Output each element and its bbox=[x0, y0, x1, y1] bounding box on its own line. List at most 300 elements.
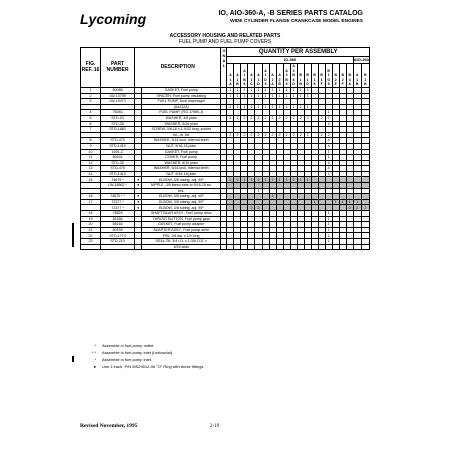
quantity-cell bbox=[361, 244, 369, 250]
quantity-cell: 1 bbox=[227, 104, 234, 110]
quantity-cell: 1 bbox=[269, 177, 276, 183]
description-header: DESCRIPTION bbox=[135, 48, 221, 88]
model-letter: 1 bbox=[257, 77, 260, 82]
description-cell: GASKET, Fuel pump bbox=[142, 87, 221, 93]
quantity-cell: 1 bbox=[283, 177, 290, 183]
model-header bbox=[311, 64, 318, 88]
model-letter: 1 bbox=[299, 77, 302, 82]
quantity-cell bbox=[241, 244, 248, 250]
fig-ref-cell: 23 bbox=[81, 239, 101, 245]
quantity-cell: 1 bbox=[248, 87, 255, 93]
quantity-cell: 2 bbox=[255, 115, 262, 121]
quantity-cell: 1 bbox=[234, 104, 241, 110]
quantity-cell: 1 bbox=[255, 177, 262, 183]
parts-table-body bbox=[81, 87, 370, 249]
part-number-cell: STD-35 bbox=[101, 160, 135, 166]
part-number-cell: 74675 * bbox=[101, 177, 135, 183]
model-letter: 1 bbox=[264, 73, 267, 78]
model-letter: 1 bbox=[327, 73, 330, 78]
quantity-cell: 1 bbox=[255, 93, 262, 99]
quantity-cell: 2 bbox=[283, 115, 290, 121]
description-cell: ELBOW, 3/8 tubing, adj. 45º bbox=[142, 194, 221, 200]
model-header bbox=[361, 64, 369, 88]
quantity-cell: 1 bbox=[290, 93, 297, 99]
model-letter: B bbox=[327, 68, 330, 73]
quantity-cell: 2 bbox=[304, 132, 311, 138]
quantity-cell: 1 bbox=[241, 177, 248, 183]
fig-ref-cell: 3 bbox=[81, 99, 101, 105]
description-cell: hd., dr. hd. bbox=[142, 132, 221, 138]
model-letter: A bbox=[229, 73, 232, 78]
quantity-cell: 1 bbox=[234, 93, 241, 99]
model-letter: F bbox=[341, 82, 344, 87]
model-letter: B bbox=[355, 82, 359, 87]
quantity-cell bbox=[332, 244, 339, 250]
model-letter: 1 bbox=[320, 77, 323, 82]
description-cell: GASKET, Fuel pump bbox=[142, 149, 221, 155]
revision-bar bbox=[72, 223, 74, 247]
fitting-bullet-cell: ● bbox=[135, 177, 142, 183]
model-letter: B bbox=[299, 73, 302, 78]
model-letter: B bbox=[236, 82, 239, 87]
quantity-cell: 1 bbox=[227, 177, 234, 183]
fig-ref-cell: 10 bbox=[81, 149, 101, 155]
model-letter: B bbox=[341, 73, 344, 78]
model-letter: 6 bbox=[264, 82, 267, 87]
model-letter: 1 bbox=[306, 77, 309, 82]
model-letter: 6 bbox=[292, 77, 295, 82]
model-header bbox=[283, 64, 290, 88]
quantity-cell: 1 bbox=[290, 87, 297, 93]
quantity-cell: 2 bbox=[318, 115, 325, 121]
model-header bbox=[332, 64, 339, 88]
model-letter: 6 bbox=[243, 82, 246, 87]
model-header bbox=[255, 64, 262, 88]
footnote bbox=[80, 342, 204, 349]
footnote-mark: * bbox=[94, 357, 96, 362]
quantity-cell: 1 bbox=[304, 177, 311, 183]
description-cell: WASHER, 3/8 plain bbox=[142, 115, 221, 121]
quantity-cell bbox=[325, 244, 332, 250]
part-number-cell: 60159 bbox=[101, 227, 135, 233]
quantity-cell: 1 bbox=[346, 199, 353, 205]
quantity-cell: 1 bbox=[297, 93, 304, 99]
quantity-cell: 2 bbox=[262, 132, 269, 138]
footnote bbox=[80, 356, 204, 363]
catalog-subtitle: WIDE CYLINDER FLANGE CRANKCASE MODEL ENGINES bbox=[230, 19, 363, 24]
quantity-cell: 2 bbox=[248, 115, 255, 121]
fig-ref-cell: 6 bbox=[81, 121, 101, 127]
quantity-cell: 2 bbox=[290, 115, 297, 121]
quantity-cell: 2 bbox=[248, 132, 255, 138]
quantity-cell: 4 bbox=[325, 138, 332, 144]
model-letter: 6 bbox=[327, 82, 330, 87]
description-cell: (64412A) bbox=[142, 104, 221, 110]
quantity-cell: 2 bbox=[353, 205, 361, 211]
quantity-cell: 2 bbox=[297, 132, 304, 138]
quantity-cell: 2 bbox=[283, 132, 290, 138]
fig-ref-cell: 8 bbox=[81, 138, 101, 144]
quantity-cell: 1 bbox=[262, 104, 269, 110]
fig-ref-cell: 2 bbox=[81, 93, 101, 99]
description-cell: WASHER, 5/16 plain bbox=[142, 160, 221, 166]
quantity-cell: 1 bbox=[276, 104, 283, 110]
model-header bbox=[304, 64, 311, 88]
description-cell: 5/16 wide bbox=[142, 244, 221, 250]
part-number-cell: STD-475 bbox=[101, 166, 135, 172]
description-cell: WASHER, 5/16 plain bbox=[142, 121, 221, 127]
quantity-cell bbox=[353, 244, 361, 250]
model-letter: A bbox=[271, 73, 274, 78]
page-number: 2-19 bbox=[210, 424, 220, 429]
io360-group-header: IO-360 bbox=[227, 57, 353, 64]
description-cell: FUEL PUMP, (RG-17980-J) bbox=[142, 110, 221, 116]
fig-ref-cell: 19 bbox=[81, 216, 101, 222]
part-number-cell: STD-210 bbox=[101, 239, 135, 245]
model-letter: A bbox=[257, 73, 260, 78]
quantity-cell: 1 bbox=[290, 104, 297, 110]
quantity-cell: 1 bbox=[297, 104, 304, 110]
model-letter: A bbox=[278, 73, 281, 78]
quantity-cell: 1 bbox=[269, 87, 276, 93]
brand-logo: Lycoming bbox=[80, 11, 147, 27]
quantity-cell: 2 bbox=[262, 115, 269, 121]
model-header bbox=[353, 64, 361, 88]
quantity-cell: 1 bbox=[304, 104, 311, 110]
quantity-cell: 1 bbox=[276, 177, 283, 183]
quantity-cell: 1 bbox=[255, 104, 262, 110]
section-title: ACCESSORY HOUSING AND RELATED PARTS bbox=[169, 33, 281, 39]
description-cell: NIPPLE, 3/8 flared tube to 9/16-18 str. bbox=[142, 183, 221, 189]
model-letter: A bbox=[250, 73, 253, 78]
model-header bbox=[325, 64, 332, 88]
footnote-text: Use 1 each, P/N MS29512-06 "O" Ring with these fittings. bbox=[102, 364, 205, 369]
model-letter: 1 bbox=[356, 77, 359, 82]
fig-ref-cell bbox=[81, 244, 101, 250]
quantity-cell: 2 bbox=[276, 132, 283, 138]
fig-ref-cell: 21 bbox=[81, 227, 101, 233]
quantity-cell: 1 bbox=[353, 199, 361, 205]
model-letter: B bbox=[320, 73, 323, 78]
quantity-cell: 1 bbox=[325, 222, 332, 228]
quantity-cell: 1 bbox=[339, 199, 346, 205]
quantity-cell: 1 bbox=[290, 177, 297, 183]
quantity-cell: 2 bbox=[276, 115, 283, 121]
quantity-cell: 2 bbox=[318, 132, 325, 138]
model-letter: B bbox=[313, 73, 316, 78]
quantity-cell: 2 bbox=[234, 132, 241, 138]
quantity-cell bbox=[283, 244, 290, 250]
description-cell: GASKET, Fuel pump adapter bbox=[142, 222, 221, 228]
model-letter: A bbox=[243, 68, 246, 73]
fitting-bullet-cell: ● bbox=[135, 183, 142, 189]
model-letter: E bbox=[313, 82, 316, 87]
parts-table bbox=[80, 47, 370, 250]
model-letter: 1 bbox=[236, 77, 239, 82]
quantity-cell: 1 bbox=[255, 87, 262, 93]
quantity-cell: 1 bbox=[255, 188, 262, 194]
model-letter: G bbox=[327, 77, 330, 82]
footnote-text: Assemble in fuel pump outlet. bbox=[102, 343, 155, 348]
model-header bbox=[248, 64, 255, 88]
quantity-cell: 1 bbox=[325, 227, 332, 233]
quantity-cell: 1 bbox=[241, 93, 248, 99]
description-cell: FUEL PUMP, Dual diaphragm bbox=[142, 99, 221, 105]
quantity-cell: 2 bbox=[241, 115, 248, 121]
quantity-cell: 1 bbox=[304, 87, 311, 93]
model-header bbox=[269, 64, 276, 88]
model-letter: 2 bbox=[271, 77, 274, 82]
part-number-cell: STD-1882 bbox=[101, 127, 135, 133]
model-letter: B bbox=[299, 82, 302, 87]
part-number-cell: STD-1774 bbox=[101, 233, 135, 239]
part-number-cell: STD-1410 bbox=[101, 143, 135, 149]
part-number-cell: 65164 bbox=[101, 222, 135, 228]
model-letter: 1 bbox=[243, 73, 246, 78]
description-cell: THRUST BUTTON, Fuel pump gear bbox=[142, 216, 221, 222]
quantity-cell: 2 bbox=[297, 115, 304, 121]
model-letter: 1 bbox=[250, 77, 253, 82]
quantity-cell: 1 bbox=[297, 87, 304, 93]
description-cell: ELBOW, 3/8 tubing, adj. 45º bbox=[142, 177, 221, 183]
model-header bbox=[318, 64, 325, 88]
fig-ref-cell: 4 bbox=[81, 110, 101, 116]
part-number-cell: LW-15473 bbox=[101, 99, 135, 105]
model-letter: D bbox=[306, 82, 309, 87]
quantity-cell: 2 bbox=[227, 115, 234, 121]
footnote-mark: ● bbox=[93, 364, 96, 369]
part-number-cell: 1691-C bbox=[101, 149, 135, 155]
quantity-cell: 1 bbox=[262, 177, 269, 183]
model-header bbox=[346, 64, 353, 88]
fig-ref-header: FIG. REF. 16 bbox=[81, 48, 101, 88]
fig-ref-cell: 18 bbox=[81, 211, 101, 217]
quantity-cell: 1 bbox=[325, 155, 332, 161]
quantity-cell: 1 bbox=[234, 87, 241, 93]
quantity-cell: 1 bbox=[325, 110, 332, 116]
quantity-cell bbox=[262, 244, 269, 250]
fitting-bullet-cell bbox=[135, 244, 142, 250]
footnote-text: Assemble in fuel pump inlet. bbox=[102, 357, 153, 362]
model-header bbox=[276, 64, 283, 88]
onal-letters: O N A L bbox=[222, 48, 226, 68]
fig-ref-cell: 22 bbox=[81, 233, 101, 239]
description-cell: SCREW, 3/8-16 x 1-9/32 long, socket bbox=[142, 127, 221, 133]
model-header bbox=[290, 64, 297, 88]
quantity-cell: 1 bbox=[325, 149, 332, 155]
description-cell: SHAFTGEAR ASSY., Fuel pump drive bbox=[142, 211, 221, 217]
quantity-cell: 4 bbox=[325, 166, 332, 172]
model-letter: A bbox=[236, 73, 239, 78]
quantity-cell: 1 bbox=[311, 199, 318, 205]
quantity-cell: 1 bbox=[283, 93, 290, 99]
footnote-mark: * * bbox=[91, 350, 96, 355]
footnote bbox=[80, 363, 204, 370]
quantity-cell: 1 bbox=[262, 93, 269, 99]
footnote bbox=[80, 349, 204, 356]
quantity-cell: 1 bbox=[332, 199, 339, 205]
model-letter: B bbox=[364, 73, 367, 78]
quantity-cell bbox=[346, 244, 353, 250]
quantity-cell: 4 bbox=[325, 160, 332, 166]
model-header bbox=[241, 64, 248, 88]
model-letter: B bbox=[292, 73, 295, 78]
quantity-cell: 2 bbox=[304, 115, 311, 121]
model-letter: B bbox=[334, 73, 337, 78]
part-number-cell: STD-35 bbox=[101, 121, 135, 127]
fig-ref-cell: 11 bbox=[81, 155, 101, 161]
fig-ref-cell: 7 bbox=[81, 127, 101, 133]
quantity-cell bbox=[297, 244, 304, 250]
qpa-header: QUANTITY PER ASSEMBLY bbox=[227, 48, 370, 57]
quantity-cell bbox=[234, 244, 241, 250]
model-header bbox=[227, 64, 234, 88]
quantity-cell: 1 bbox=[283, 104, 290, 110]
model-letter: B bbox=[306, 73, 309, 78]
model-letter: 2 bbox=[278, 77, 281, 82]
quantity-cell: 1 bbox=[248, 104, 255, 110]
quantity-cell: 4 bbox=[325, 143, 332, 149]
fig-ref-cell: 17 bbox=[81, 199, 101, 205]
fitting-bullet-cell: ● bbox=[135, 194, 142, 200]
model-letter: 2 bbox=[341, 77, 344, 82]
quantity-cell: 1 bbox=[234, 177, 241, 183]
quantity-cell: 1 bbox=[325, 233, 332, 239]
quantity-cell: 1 bbox=[227, 87, 234, 93]
model-header bbox=[339, 64, 346, 88]
model-letter: A bbox=[229, 82, 232, 87]
quantity-cell bbox=[269, 244, 276, 250]
quantity-cell: 2 bbox=[325, 132, 332, 138]
revision-bar bbox=[72, 356, 74, 362]
quantity-cell: 1 bbox=[283, 87, 290, 93]
description-cell: NUT, 5/16-18 plain bbox=[142, 143, 221, 149]
quantity-cell: 1 bbox=[241, 104, 248, 110]
fig-ref-cell: 5 bbox=[81, 115, 101, 121]
quantity-cell: 1 bbox=[269, 93, 276, 99]
fig-ref-cell: 15 bbox=[81, 177, 101, 183]
quantity-cell: 1 bbox=[276, 93, 283, 99]
quantity-cell bbox=[318, 244, 325, 250]
description-cell: ELBOW, 3/8 tubing, adj. 90º bbox=[142, 205, 221, 211]
part-number-cell: 76083 bbox=[101, 110, 135, 116]
description-cell: PIN, 1/8 dia. x 1/4 long bbox=[142, 233, 221, 239]
quantity-cell bbox=[255, 244, 262, 250]
quantity-cell: 1 bbox=[227, 93, 234, 99]
model-letter: A bbox=[285, 68, 288, 73]
part-number-cell: 60086 bbox=[101, 87, 135, 93]
fitting-bullet-cell: ● bbox=[135, 205, 142, 211]
description-cell: WASHER, 5/16 lock, internal teeth bbox=[142, 138, 221, 144]
model-header bbox=[297, 64, 304, 88]
part-number-cell: 72377 * bbox=[101, 199, 135, 205]
quantity-cell: 2 bbox=[361, 205, 369, 211]
quantity-cell bbox=[290, 244, 297, 250]
model-letter: D bbox=[257, 82, 260, 87]
part-number-cell: 74670 * * bbox=[101, 194, 135, 200]
description-cell: thd. bbox=[142, 188, 221, 194]
description-cell: ADAPTER ASSY., Fuel pump drive bbox=[142, 227, 221, 233]
quantity-cell: 2 bbox=[255, 205, 262, 211]
part-number-cell: LW-10799 bbox=[101, 93, 135, 99]
model-header bbox=[234, 64, 241, 88]
quantity-cell: 1 bbox=[325, 239, 332, 245]
quantity-cell bbox=[276, 244, 283, 250]
model-letter: A bbox=[348, 82, 351, 87]
quantity-cell bbox=[339, 244, 346, 250]
quantity-cell bbox=[248, 244, 255, 250]
quantity-cell bbox=[227, 244, 234, 250]
model-letter: 3 bbox=[285, 73, 288, 78]
description-cell: COVER, Fuel pump bbox=[142, 155, 221, 161]
fig-ref-cell: 13 bbox=[81, 166, 101, 172]
quantity-cell bbox=[304, 244, 311, 250]
quantity-cell: 1 bbox=[304, 93, 311, 99]
model-letter: E bbox=[334, 82, 337, 87]
part-number-cell bbox=[101, 244, 135, 250]
quantity-cell: 1 bbox=[276, 87, 283, 93]
quantity-cell bbox=[311, 244, 318, 250]
model-letter: 2 bbox=[334, 77, 337, 82]
model-letter: 1 bbox=[229, 77, 232, 82]
aio360-group-header: AIO-360 bbox=[353, 56, 369, 62]
section-subtitle: FUEL PUMP AND FUEL PUMP COVERS bbox=[178, 39, 272, 45]
fitting-bullet-cell: ● bbox=[135, 199, 142, 205]
model-letter: A bbox=[355, 73, 359, 78]
quantity-cell: 1 bbox=[269, 194, 276, 200]
catalog-title: IO, AIO-360-A, -B SERIES PARTS CATALOG bbox=[218, 10, 363, 17]
quantity-cell: 2 bbox=[227, 132, 234, 138]
footnote-text: Assemble in fuel pump inlet (horizontal). bbox=[102, 350, 174, 355]
description-cell: WASHER, 5/16 lock, internal teeth bbox=[142, 166, 221, 172]
quantity-cell: 1 bbox=[297, 177, 304, 183]
fig-ref-cell: 9 bbox=[81, 143, 101, 149]
table-row bbox=[81, 244, 370, 250]
fig-ref-cell: 16 bbox=[81, 194, 101, 200]
model-letter: 6 bbox=[285, 82, 288, 87]
quantity-cell: 2 bbox=[269, 132, 276, 138]
quantity-cell: 1 bbox=[262, 87, 269, 93]
model-letter: B bbox=[243, 77, 246, 82]
model-letter: B bbox=[348, 73, 351, 78]
model-letter: 3 bbox=[292, 68, 295, 73]
quantity-cell: 1 bbox=[248, 93, 255, 99]
quantity-cell: 2 bbox=[248, 205, 255, 211]
model-letter: B bbox=[285, 77, 288, 82]
footnotes bbox=[80, 342, 204, 370]
quantity-cell: 2 bbox=[255, 132, 262, 138]
part-number-cell: 61166 bbox=[101, 216, 135, 222]
quantity-cell: 2 bbox=[290, 132, 297, 138]
model-letter: F bbox=[320, 82, 323, 87]
part-number-header: PART NUMBER bbox=[101, 48, 135, 88]
part-number-cell: 75824 bbox=[101, 211, 135, 217]
fig-ref-cell: 20 bbox=[81, 222, 101, 228]
model-letter: A bbox=[292, 64, 295, 68]
part-number-cell: STD-1410 bbox=[101, 171, 135, 177]
model-letter: A bbox=[264, 68, 267, 73]
part-number-cell: 72377 * bbox=[101, 205, 135, 211]
quantity-cell: 1 bbox=[325, 216, 332, 222]
quantity-cell: 2 bbox=[346, 205, 353, 211]
model-letter: D bbox=[264, 77, 267, 82]
model-letter: B bbox=[278, 82, 281, 87]
quantity-cell: 2 bbox=[241, 132, 248, 138]
part-number-cell: STD-33 bbox=[101, 115, 135, 121]
fig-ref-cell: 12 bbox=[81, 160, 101, 166]
part-number-cell: STD-475 bbox=[101, 138, 135, 144]
part-number-cell: LW-18562 * bbox=[101, 183, 135, 189]
